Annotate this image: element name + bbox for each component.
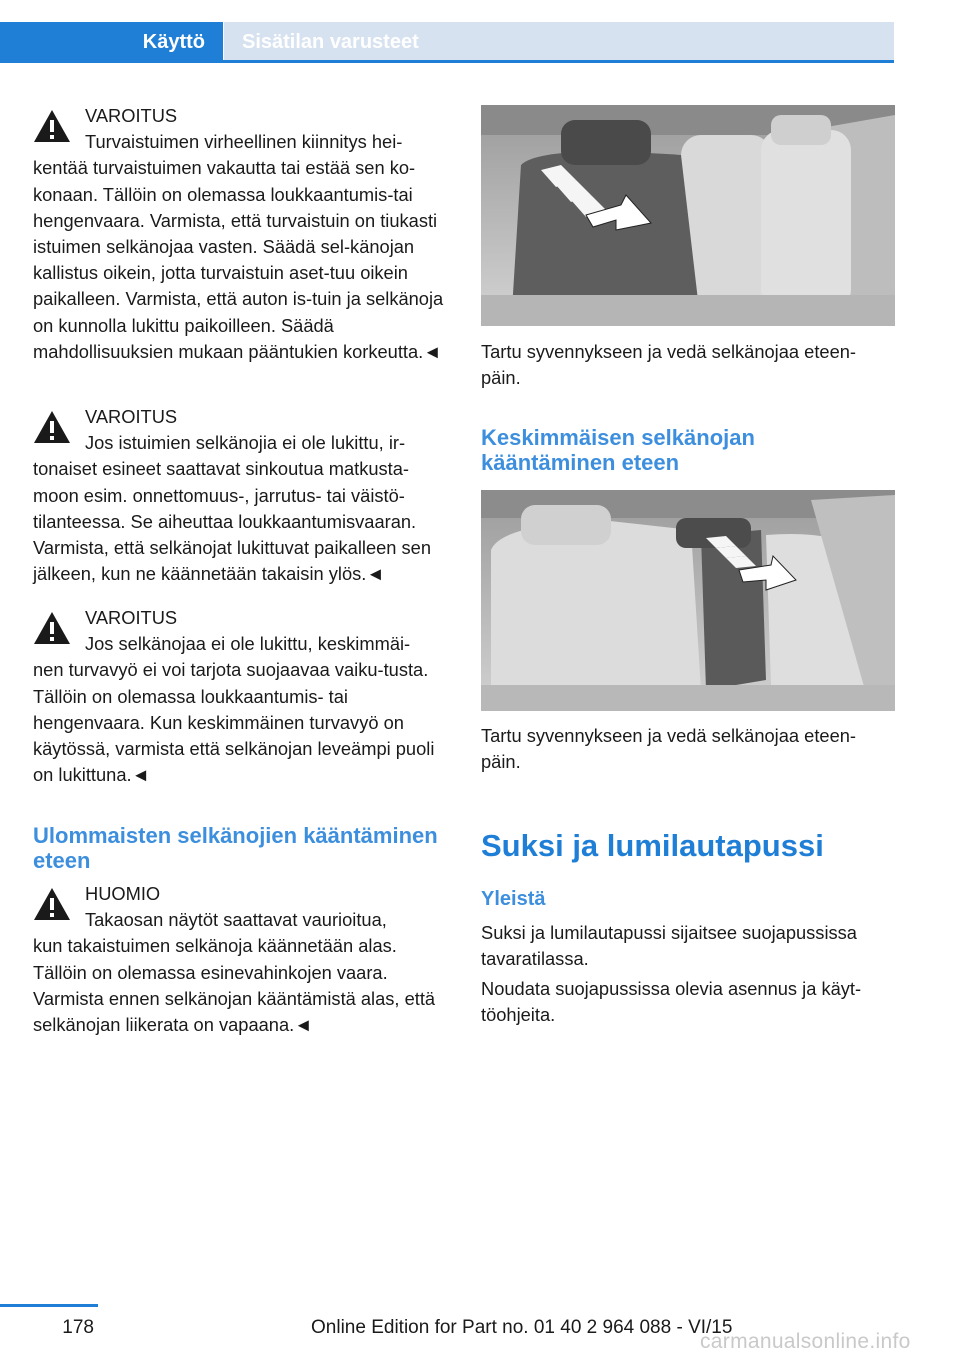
warning-block-2 <box>33 404 449 587</box>
tab-kaytto[interactable]: Käyttö <box>0 22 223 62</box>
warning-text: nen turvavyö ei voi tarjota suojaavaa vaiku-tusta. Tällöin on olemassa loukkaantumis- tai hengenvaara. Kun keskimmäinen turvavyö on käytössä, varmista että selkänojan leveämpi puoli on lukittuna.◄ <box>33 659 435 786</box>
rear-seat-middle-backrest-image <box>481 490 895 711</box>
warning-text: tonaiset esineet saattavat sinkoutua matkusta-moon esim. onnettomuus-, jarrutus- tai väistö-tilanteessa. Se aiheuttaa loukkaantumisvaaran. Varmista, että selkänojat lukittuvat paikalleen sen jälkeen, kun ne käännetään takaisin ylös.◄ <box>33 458 432 585</box>
notice-text-first: Takaosan näytöt saattavat vaurioitua, <box>85 909 387 931</box>
sub-heading-general: Yleistä <box>481 888 546 910</box>
page-number: 178 <box>62 1317 94 1338</box>
warning-title: VAROITUS <box>85 406 178 427</box>
warning-triangle-icon <box>33 410 71 444</box>
header-divider <box>0 60 894 63</box>
section-heading-outer-backrests: Ulommaisten selkänojien kääntäminen eteen <box>33 823 438 873</box>
warning-block-1 <box>33 103 449 365</box>
notice-text: kun takaistuimen selkänoja käännetään alas. Tällöin on olemassa esinevahinkojen vaara. Varmista ennen selkänojan kääntämistä alas, että selkänojan liikerata on vapaana.◄ <box>33 935 436 1036</box>
watermark: carmanualsonline.info <box>700 1330 911 1353</box>
warning-title: VAROITUS <box>85 607 178 628</box>
section-heading-middle-backrest: Keskimmäisen selkänojan kääntäminen eteen <box>481 425 755 475</box>
notice-block <box>33 881 449 1038</box>
warning-title: VAROITUS <box>85 105 178 126</box>
edition-info: Online Edition for Part no. 01 40 2 964 088 - VI/15 <box>311 1317 733 1338</box>
tab-sisatilan-varusteet[interactable]: Sisätilan varusteet <box>224 22 894 62</box>
warning-triangle-icon <box>33 887 71 921</box>
paragraph-location: Suksi ja lumilautapussi sijaitsee suojapussissa tavaratilassa. <box>481 922 857 969</box>
warning-text-first: Jos selkänojaa ei ole lukittu, keskimmäi- <box>85 633 411 655</box>
paragraph-instructions: Noudata suojapussissa olevia asennus ja käyt-töohjeita. <box>481 978 862 1025</box>
rear-seat-outer-backrest-image <box>481 105 895 326</box>
warning-text-first: Turvaistuimen virheellinen kiinnitys hei- <box>85 131 403 153</box>
warning-triangle-icon <box>33 611 71 645</box>
caption-middle-backrest: Tartu syvennykseen ja vedä selkänojaa eteen-päin. <box>481 725 856 772</box>
caption-outer-backrest: Tartu syvennykseen ja vedä selkänojaa eteen-päin. <box>481 341 856 388</box>
warning-block-3 <box>33 605 449 788</box>
warning-text: kentää turvaistuimen vakautta tai estää sen ko-konaan. Tällöin on olemassa loukkaantumis-tai hengenvaara. Varmista, että turvaistuin on tiukasti istuimen selkänojaa vasten. Säädä sel-känojan kallistus oikein, jotta turvaistuin aset-tuu oikein paikalleen. Varmista, että auton is-tuin ja selkänoja on kunnolla lukittu paikoilleen. Säädä mahdollisuuksien mukaan pääntukien korkeutta.◄ <box>33 157 444 362</box>
notice-title: HUOMIO <box>85 883 161 904</box>
warning-text-first: Jos istuimien selkänojia ei ole lukittu, ir- <box>85 432 406 454</box>
page-header <box>0 0 960 62</box>
chapter-heading: Suksi ja lumilautapussi <box>481 828 824 863</box>
page-number-rule <box>0 1304 98 1307</box>
warning-triangle-icon <box>33 109 71 143</box>
